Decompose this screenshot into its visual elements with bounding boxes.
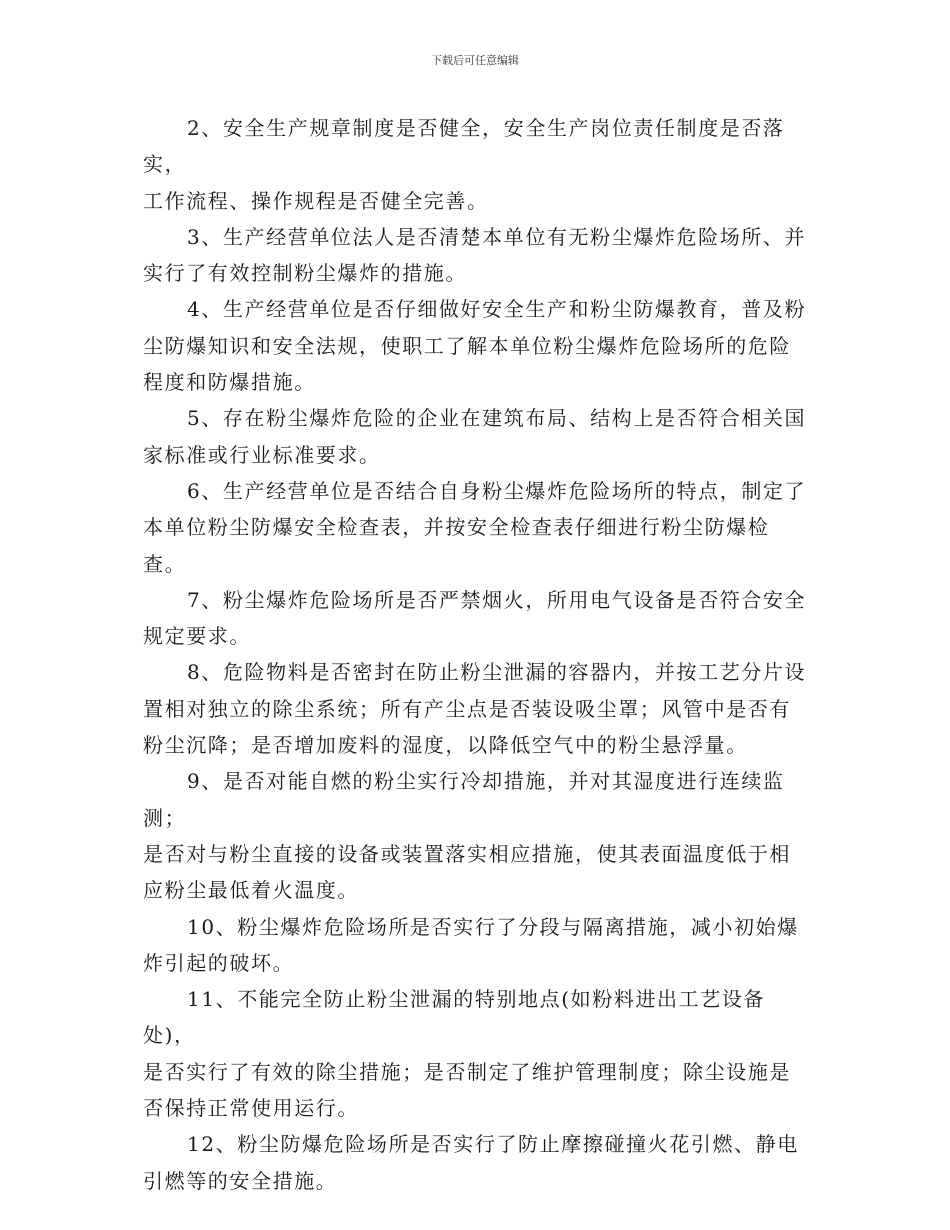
- paragraph-line: 7、粉尘爆炸危险场所是否严禁烟火，所用电气设备是否符合安全: [187, 587, 807, 612]
- paragraph-line: 2、安全生产规章制度是否健全，安全生产岗位责任制度是否落实，: [143, 116, 785, 177]
- paragraph-line: 12、粉尘防爆危险场所是否实行了防止摩擦碰撞火花引燃、静电: [187, 1132, 799, 1157]
- paragraph-10: [143, 909, 808, 982]
- paragraph-line: 11、不能完全防止粉尘泄漏的特别地点(如粉料进出工艺设备处)，: [143, 987, 766, 1048]
- paragraph-5: [143, 400, 808, 473]
- paragraph-8: [143, 654, 808, 763]
- paragraph-line: 10、粉尘爆炸危险场所是否实行了分段与隔离措施，减小初始爆: [187, 914, 799, 939]
- paragraph-line: 应粉尘最低着火温度。: [143, 878, 359, 903]
- paragraph-3: [143, 219, 808, 292]
- paragraph-line: 工作流程、操作规程是否健全完善。: [143, 188, 489, 213]
- paragraph-line: 3、生产经营单位法人是否清楚本单位有无粉尘爆炸危险场所、并: [187, 224, 807, 249]
- paragraph-line: 家标准或行业标准要求。: [143, 442, 381, 467]
- paragraph-6: [143, 473, 808, 582]
- paragraph-line: 规定要求。: [143, 624, 251, 649]
- paragraph-line: 实行了有效控制粉尘爆炸的措施。: [143, 261, 467, 286]
- paragraph-line: 4、生产经营单位是否仔细做好安全生产和粉尘防爆教育，普及粉: [187, 297, 807, 322]
- paragraph-line: 粉尘沉降；是否增加废料的湿度，以降低空气中的粉尘悬浮量。: [143, 733, 748, 758]
- paragraph-line: 置相对独立的除尘系统；所有产尘点是否装设吸尘罩；风管中是否有: [143, 696, 791, 721]
- paragraph-line: 6、生产经营单位是否结合自身粉尘爆炸危险场所的特点，制定了: [187, 478, 807, 503]
- paragraph-11: [143, 981, 808, 1126]
- document-body: [143, 110, 808, 1199]
- paragraph-12: [143, 1126, 808, 1199]
- paragraph-line: 是否对与粉尘直接的设备或装置落实相应措施，使其表面温度低于相: [143, 841, 791, 866]
- paragraph-9: [143, 763, 808, 908]
- paragraph-4: [143, 291, 808, 400]
- paragraph-line: 本单位粉尘防爆安全检查表，并按安全检查表仔细进行粉尘防爆检查。: [143, 515, 770, 576]
- paragraph-line: 否保持正常使用运行。: [143, 1096, 359, 1121]
- paragraph-line: 9、是否对能自燃的粉尘实行冷却措施，并对其湿度进行连续监测；: [143, 769, 785, 830]
- page-header: 下载后可任意编辑: [431, 54, 519, 67]
- paragraph-line: 炸引起的破坏。: [143, 950, 295, 975]
- paragraph-7: [143, 582, 808, 655]
- paragraph-line: 程度和防爆措施。: [143, 370, 316, 395]
- paragraph-line: 8、危险物料是否密封在防止粉尘泄漏的容器内，并按工艺分片设: [187, 660, 807, 685]
- paragraph-line: 尘防爆知识和安全法规，使职工了解本单位粉尘爆炸危险场所的危险: [143, 333, 791, 358]
- paragraph-line: 是否实行了有效的除尘措施；是否制定了维护管理制度；除尘设施是: [143, 1059, 791, 1084]
- paragraph-line: 引燃等的安全措施。: [143, 1168, 338, 1193]
- paragraph-2: [143, 110, 808, 219]
- paragraph-line: 5、存在粉尘爆炸危险的企业在建筑布局、结构上是否符合相关国: [187, 406, 807, 431]
